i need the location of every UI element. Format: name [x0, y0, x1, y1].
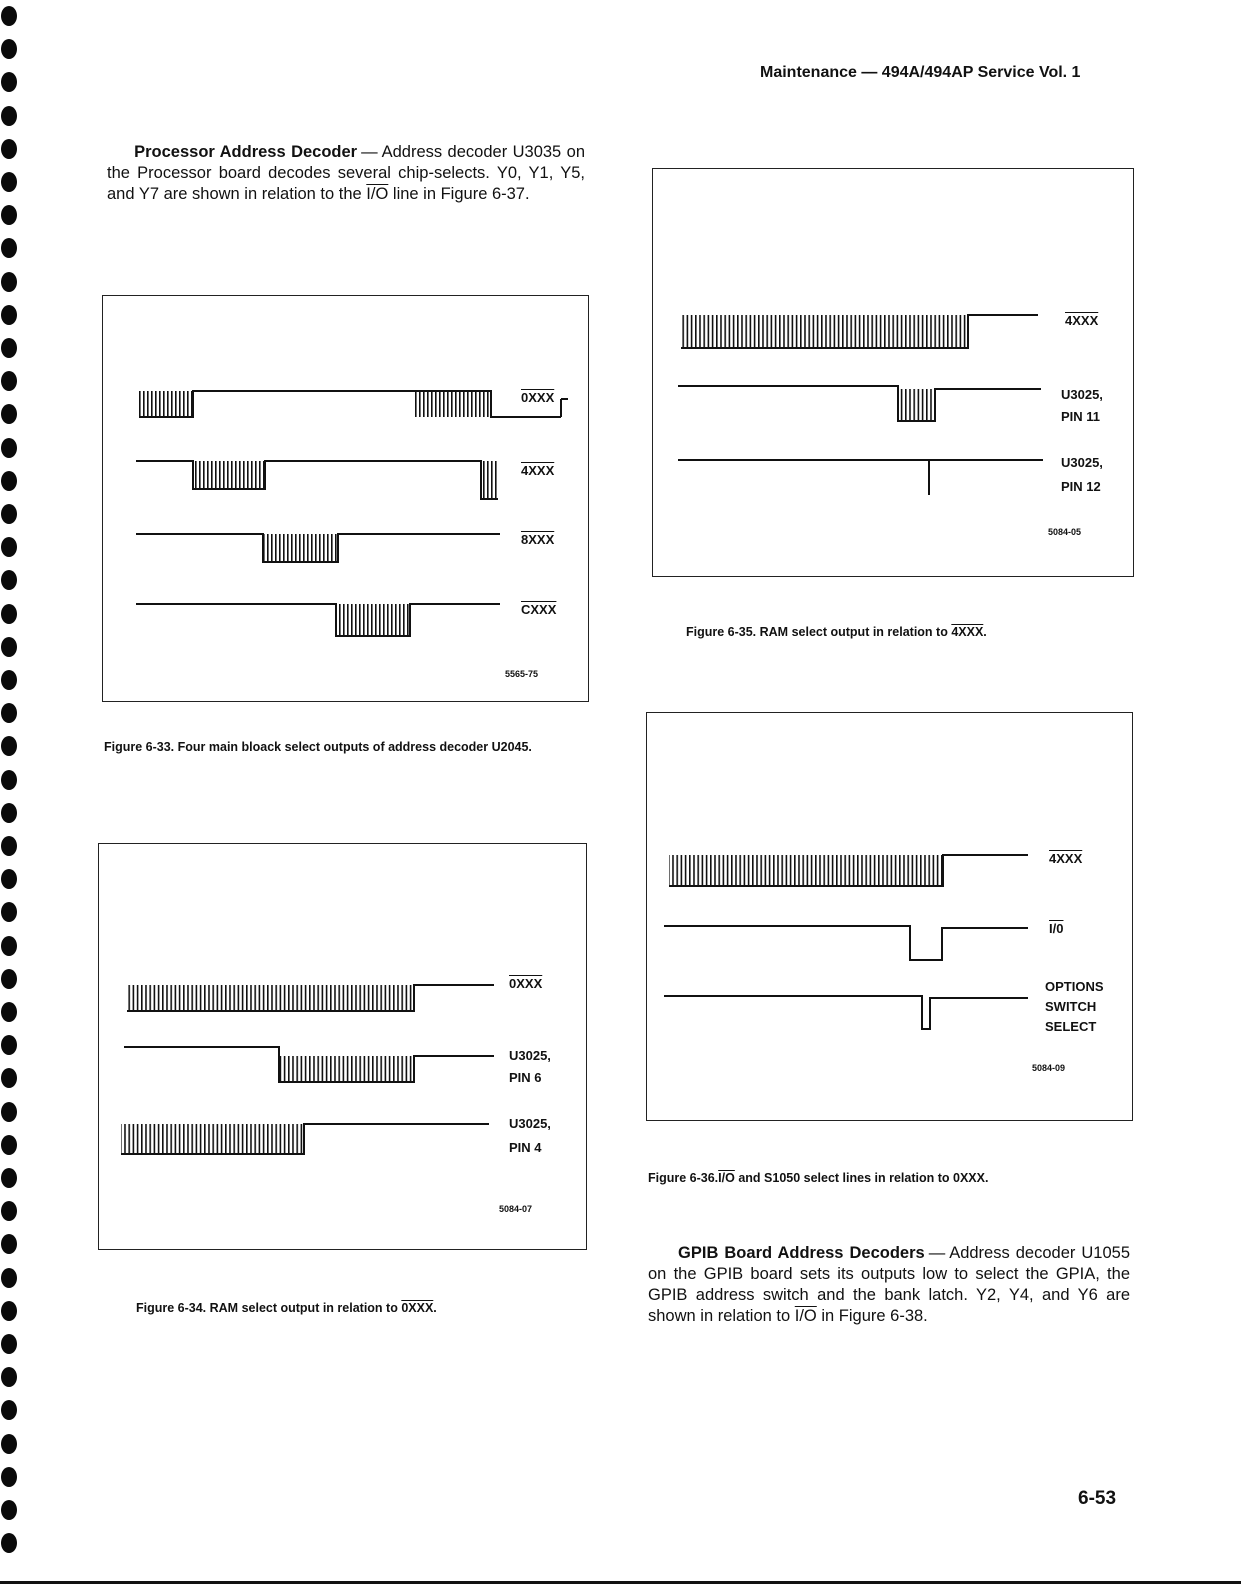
caption-6-36-end: and S1050 select lines in relation to 0XXX.: [738, 1171, 989, 1185]
binding-hole: [1, 1334, 17, 1354]
binding-hole: [1, 803, 17, 823]
caption-6-35: [686, 624, 1126, 641]
binding-hole: [1, 936, 17, 956]
binding-hole: [1, 238, 17, 258]
binding-hole: [1, 1467, 17, 1487]
binding-hole: [1, 371, 17, 391]
binding-hole: [1, 1002, 17, 1022]
binding-hole: [1, 604, 17, 624]
binding-hole: [1, 1500, 17, 1520]
signal-label-cxxx: CXXX: [521, 602, 557, 617]
signal-label-0xxx: 0XXX: [509, 976, 543, 991]
signal-label-4xxx: 4XXX: [1065, 313, 1099, 328]
binding-hole: [1, 39, 17, 59]
para-gpib-decoders: [648, 1243, 1130, 1327]
para-processor-dash: —: [361, 143, 378, 161]
binding-hole: [1, 1367, 17, 1387]
binding-hole: [1, 736, 17, 756]
signal-label-pin11: PIN 11: [1061, 409, 1101, 424]
binding-hole: [1, 471, 17, 491]
signal-label-4xxx: 4XXX: [521, 463, 555, 478]
binding-holes: [0, 0, 24, 1584]
signal-label-select: SELECT: [1045, 1019, 1097, 1034]
binding-hole: [1, 1301, 17, 1321]
caption-6-36-text: Figure 6-36.: [648, 1171, 719, 1185]
binding-hole: [1, 637, 17, 657]
binding-hole: [1, 72, 17, 92]
signal-label-switch: SWITCH: [1045, 999, 1097, 1014]
binding-hole: [1, 770, 17, 790]
binding-hole: [1, 670, 17, 690]
caption-6-36-signal: I/O: [718, 1171, 735, 1185]
caption-6-34-text: Figure 6-34. RAM select output in relation to: [136, 1301, 398, 1315]
para-processor-body: Address decoder U3035 on the Processor board decodes several chip-selects. Y0, Y1, Y5, and Y7 are shown in relation to the: [107, 143, 586, 203]
binding-hole: [1, 504, 17, 524]
binding-hole: [1, 438, 17, 458]
signal-label-io: I/0: [1049, 921, 1064, 936]
signal-label-8xxx: 8XXX: [521, 532, 555, 547]
binding-hole: [1, 1068, 17, 1088]
signal-label-4xxx: 4XXX: [1049, 851, 1083, 866]
hatch-bus: [139, 391, 193, 417]
binding-hole: [1, 570, 17, 590]
binding-hole: [1, 537, 17, 557]
para-processor-heading: Processor Address Decoder: [134, 143, 358, 161]
page-number: 6-53: [1078, 1488, 1117, 1509]
binding-hole: [1, 902, 17, 922]
figure-id: 5084-05: [1048, 527, 1082, 537]
binding-hole: [1, 6, 17, 26]
signal-label-pin6: PIN 6: [509, 1070, 542, 1085]
para-processor-body-end: line in Figure 6-37.: [392, 185, 530, 203]
signal-label-0xxx: 0XXX: [521, 390, 555, 405]
para-gpib-body: Address decoder U1055 on the GPIB board sets its outputs low to select the GPIA, the GPIB address switch and the bank latch. Y2, Y4, and Y6 are shown in relation to: [648, 1244, 1130, 1325]
binding-hole: [1, 1434, 17, 1454]
hatch-bus: [263, 534, 338, 562]
running-header: Maintenance — 494A/494AP Service Vol. 1: [760, 64, 1081, 81]
binding-hole: [1, 1400, 17, 1420]
para-processor-io: I/O: [366, 185, 389, 203]
binding-hole: [1, 1268, 17, 1288]
waveform-6-36: [647, 713, 1132, 1120]
signal-label-u3025: U3025,: [509, 1048, 551, 1063]
binding-hole: [1, 1168, 17, 1188]
waveform-6-33: [103, 296, 588, 701]
signal-label-options: OPTIONS: [1045, 979, 1104, 994]
figure-id: 5565-75: [505, 669, 539, 679]
binding-hole: [1, 338, 17, 358]
hatch-bus: [413, 391, 491, 417]
binding-hole: [1, 836, 17, 856]
binding-hole: [1, 305, 17, 325]
binding-hole: [1, 1102, 17, 1122]
caption-6-34: [136, 1300, 576, 1317]
figure-id: 5084-07: [499, 1204, 533, 1214]
binding-hole: [1, 106, 17, 126]
binding-hole: [1, 1201, 17, 1221]
binding-hole: [1, 1234, 17, 1254]
caption-6-35-text: Figure 6-35. RAM select output in relation to: [686, 625, 948, 639]
binding-hole: [1, 272, 17, 292]
figure-6-34: [98, 843, 587, 1250]
binding-hole: [1, 703, 17, 723]
caption-6-36: [648, 1170, 1128, 1187]
signal-label-pin4: PIN 4: [509, 1140, 542, 1155]
hatch-bus: [481, 461, 498, 499]
para-processor-decoder: [107, 142, 585, 205]
figure-6-33: [102, 295, 589, 702]
binding-hole: [1, 172, 17, 192]
hatch-bus: [193, 461, 265, 489]
binding-hole: [1, 869, 17, 889]
binding-hole: [1, 1135, 17, 1155]
caption-6-35-end: .: [983, 625, 987, 639]
caption-6-33: Figure 6-33. Four main bloack select outputs of address decoder U2045.: [104, 740, 532, 754]
caption-6-34-end: .: [433, 1301, 437, 1315]
binding-hole: [1, 969, 17, 989]
signal-label-u3025: U3025,: [509, 1116, 551, 1131]
figure-6-36: [646, 712, 1133, 1121]
binding-hole: [1, 1533, 17, 1553]
binding-hole: [1, 404, 17, 424]
signal-label-u3025: U3025,: [1061, 455, 1103, 470]
para-gpib-io: I/O: [794, 1307, 817, 1325]
binding-hole: [1, 1035, 17, 1055]
binding-hole: [1, 139, 17, 159]
binding-hole: [1, 205, 17, 225]
figure-6-35: [652, 168, 1134, 577]
para-gpib-heading: GPIB Board Address Decoders: [678, 1244, 925, 1262]
signal-label-pin12: PIN 12: [1061, 479, 1101, 494]
para-gpib-dash: —: [928, 1244, 946, 1262]
signal-label-u3025: U3025,: [1061, 387, 1103, 402]
caption-6-34-signal: 0XXX: [401, 1301, 434, 1315]
waveform-6-35: [653, 169, 1133, 576]
caption-6-35-signal: 4XXX: [951, 625, 984, 639]
hatch-bus: [336, 604, 410, 636]
figure-id: 5084-09: [1032, 1063, 1066, 1073]
para-gpib-body-end: in Figure 6-38.: [821, 1307, 928, 1325]
